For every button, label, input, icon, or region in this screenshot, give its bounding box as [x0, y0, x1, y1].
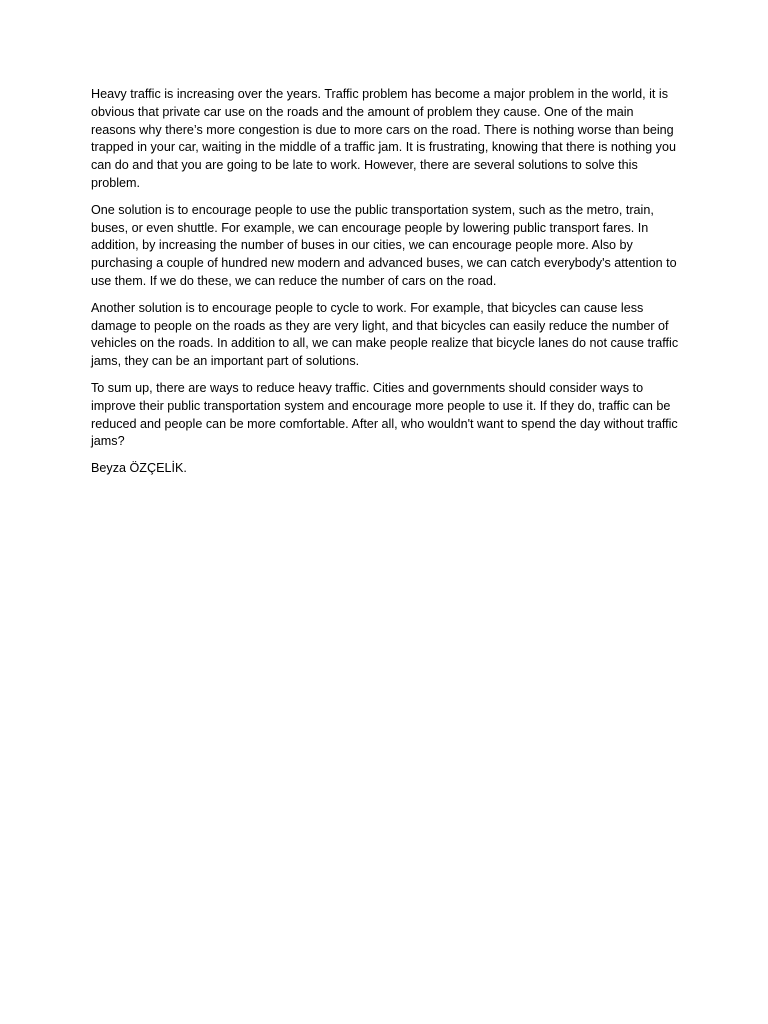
document-body	[91, 86, 681, 487]
paragraph-public-transportation: One solution is to encourage people to use the public transportation system, such as the metro, train, buses, or even shuttle. For example, we can encourage people by lowering public transport fares. In addition, by increasing the number of buses in our cities, we can encourage people more. Also by purchasing a couple of hundred new modern and advanced buses, we can catch everybody's attention to use them. If we do these, we can reduce the number of cars on the road.	[91, 202, 677, 288]
paragraph-conclusion: To sum up, there are ways to reduce heavy traffic. Cities and governments should consider ways to improve their public transportation system and encourage more people to use it. If they do, traffic can be reduced and people can be more comfortable. After all, who wouldn't want to spend the day without traffic jams?	[91, 380, 678, 449]
paragraph-cycling: Another solution is to encourage people to cycle to work. For example, that bicycles can cause less damage to people on the roads as they are very light, and that bicycles can easily reduce the number of vehicles on the roads. In addition to all, we can make people realize that bicycle lanes do not cause traffic jams, they can be an important part of solutions.	[91, 300, 679, 369]
paragraph-introduction: Heavy traffic is increasing over the years. Traffic problem has become a major problem in the world, it is obvious that private car use on the roads and the amount of problem they cause. One of the main reasons why there’s more congestion is due to more cars on the road. There is nothing worse than being trapped in your car, waiting in the middle of a traffic jam. It is frustrating, knowing that there is nothing you can do and that you are going to be late to work. However, there are several solutions to solve this problem.	[91, 87, 676, 190]
author-signature: Beyza ÖZÇELİK.	[91, 461, 187, 476]
